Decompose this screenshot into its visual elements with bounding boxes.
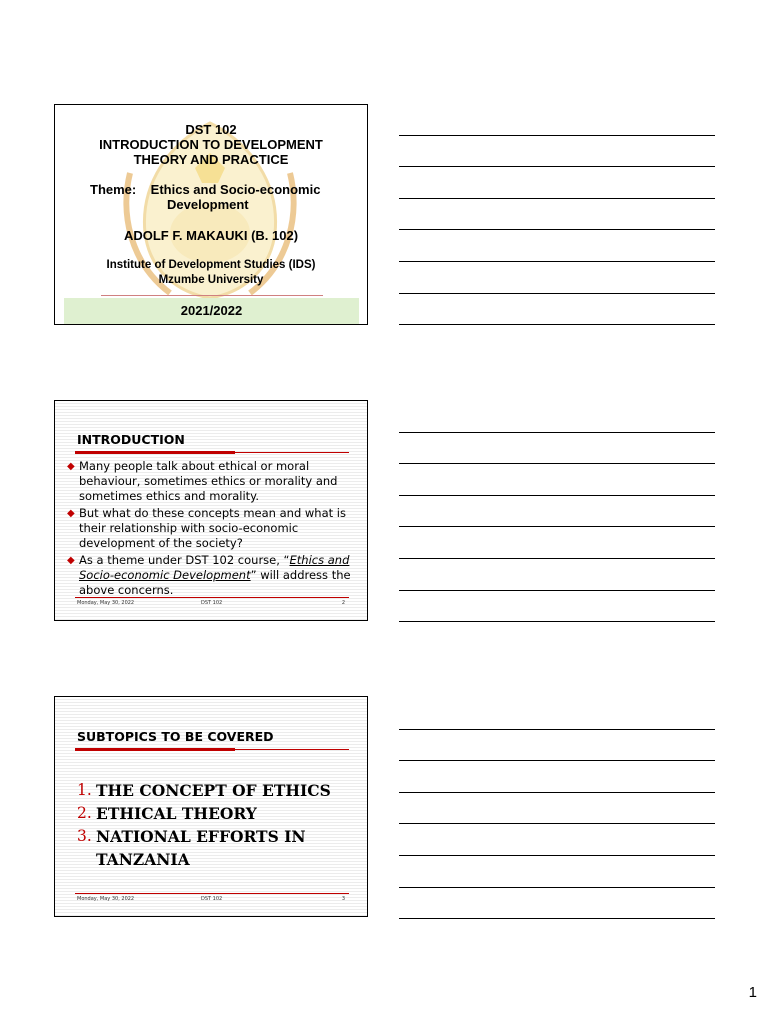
note-line bbox=[399, 729, 715, 730]
note-line bbox=[399, 166, 715, 167]
note-line bbox=[399, 823, 715, 824]
slide-footer bbox=[77, 600, 345, 608]
author-name: ADOLF F. MAKAUKI (B. 102) bbox=[123, 228, 299, 243]
topic-title: ETHICAL THEORY bbox=[96, 804, 257, 823]
topic-title: THE CONCEPT OF ETHICS bbox=[96, 781, 331, 800]
slide-footer bbox=[77, 896, 345, 904]
note-line bbox=[399, 760, 715, 761]
note-line bbox=[399, 261, 715, 262]
note-line bbox=[399, 792, 715, 793]
slide-1-title bbox=[54, 104, 368, 325]
slide-heading: INTRODUCTION bbox=[77, 432, 185, 447]
note-line bbox=[399, 918, 715, 919]
slide-3-subtopics bbox=[54, 696, 368, 917]
heading-rule-thick bbox=[75, 451, 235, 454]
note-line bbox=[399, 463, 715, 464]
list-item bbox=[67, 553, 363, 598]
university-name: Mzumbe University bbox=[158, 274, 264, 286]
note-line bbox=[399, 526, 715, 527]
red-diamond-bullet-icon: ◆ bbox=[67, 555, 75, 566]
topic-number: 3. bbox=[77, 827, 92, 845]
footer-date: Monday, May 30, 2022 bbox=[77, 896, 135, 902]
list-item bbox=[67, 506, 363, 551]
theme-line-1: Theme: Ethics and Socio-economic bbox=[90, 182, 321, 197]
slide-2-introduction bbox=[54, 400, 368, 621]
note-line bbox=[399, 855, 715, 856]
note-line bbox=[399, 887, 715, 888]
note-line bbox=[399, 432, 715, 433]
note-line bbox=[399, 293, 715, 294]
footer-rule bbox=[75, 893, 349, 894]
slide-number: 3 bbox=[341, 896, 345, 902]
note-line bbox=[399, 135, 715, 136]
course-title-line-2: THEORY AND PRACTICE bbox=[133, 152, 289, 167]
note-line bbox=[399, 558, 715, 559]
red-diamond-bullet-icon: ◆ bbox=[67, 508, 75, 519]
topic-number: 1. bbox=[77, 781, 92, 799]
bullet-text: Many people talk about ethical or moral behaviour, sometimes ethics or morality and sometimes ethics and morality. bbox=[79, 459, 338, 503]
list-item bbox=[67, 459, 363, 504]
list-item bbox=[77, 825, 326, 871]
subtopic-list bbox=[77, 779, 331, 871]
divider bbox=[101, 295, 323, 296]
note-line bbox=[399, 324, 715, 325]
bullet-list bbox=[67, 459, 363, 600]
footer-date: Monday, May 30, 2022 bbox=[77, 600, 135, 606]
slide-number: 2 bbox=[341, 600, 345, 606]
footer-course: DST 102 bbox=[201, 600, 223, 606]
topic-title: NATIONAL EFFORTS IN TANZANIA bbox=[96, 827, 306, 869]
slide-heading: SUBTOPICS TO BE COVERED bbox=[77, 729, 274, 744]
page-number: 1 bbox=[748, 984, 757, 1001]
emphasized-theme: Ethics and Socio-economic Development bbox=[79, 553, 350, 582]
course-code: DST 102 bbox=[185, 122, 237, 137]
note-line bbox=[399, 229, 715, 230]
bullet-text-before: As a theme under DST 102 course, “ bbox=[79, 553, 290, 567]
heading-rule-thick bbox=[75, 748, 235, 751]
footer-rule bbox=[75, 597, 349, 598]
bullet-text: But what do these concepts mean and what is their relationship with socio-economic development of the society? bbox=[79, 506, 346, 550]
theme-line-2: Development bbox=[167, 197, 249, 212]
academic-year: 2021/2022 bbox=[180, 303, 243, 318]
note-line bbox=[399, 495, 715, 496]
note-line bbox=[399, 621, 715, 622]
course-title-line-1: INTRODUCTION TO DEVELOPMENT bbox=[99, 137, 323, 152]
red-diamond-bullet-icon: ◆ bbox=[67, 461, 75, 472]
list-item bbox=[77, 802, 331, 825]
institute-name: Institute of Development Studies (IDS) bbox=[106, 259, 316, 271]
list-item bbox=[77, 779, 331, 802]
note-line bbox=[399, 198, 715, 199]
topic-number: 2. bbox=[77, 804, 92, 822]
footer-course: DST 102 bbox=[201, 896, 223, 902]
note-line bbox=[399, 590, 715, 591]
bullet-text-after: ” will address the above concerns. bbox=[79, 568, 351, 597]
